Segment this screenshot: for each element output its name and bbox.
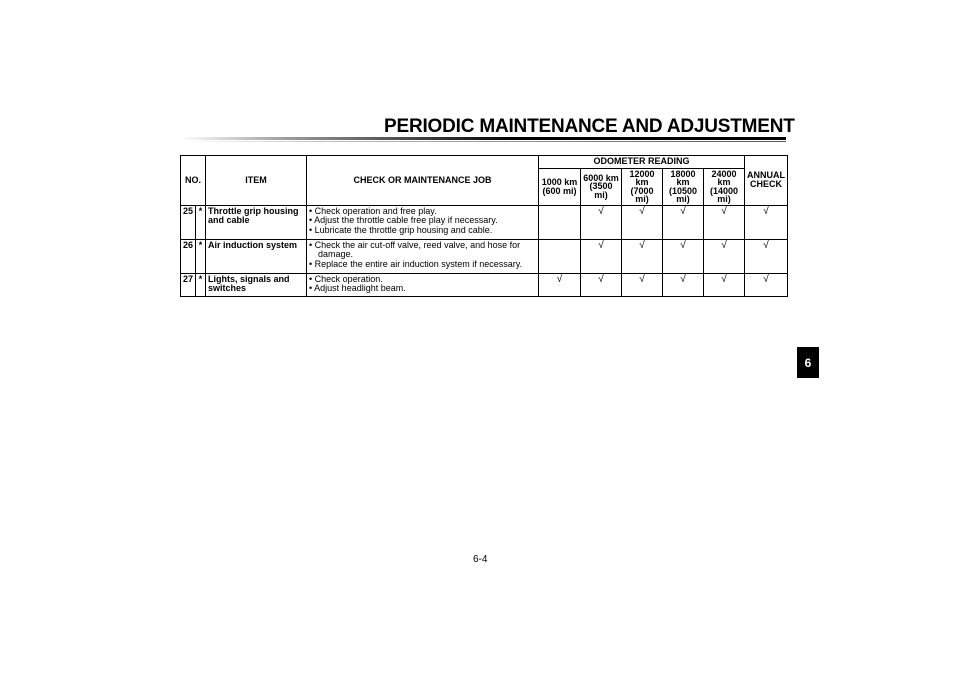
- job-line: • Check operation and free play.: [309, 205, 437, 216]
- check-mark: [539, 205, 581, 239]
- check-mark: √: [581, 273, 622, 296]
- job-line: • Check the air cut-off valve, reed valve, and hose for: [309, 239, 521, 250]
- row-star: *: [196, 273, 206, 296]
- check-mark: √: [704, 239, 745, 273]
- check-mark: √: [622, 273, 663, 296]
- job-line: • Lubricate the throttle grip housing and cable.: [309, 224, 493, 235]
- page-number: 6-4: [473, 554, 488, 565]
- check-mark: √: [704, 205, 745, 239]
- row-job: [307, 205, 539, 239]
- check-mark: √: [622, 239, 663, 273]
- check-mark: √: [663, 239, 704, 273]
- table-row: [181, 239, 788, 273]
- check-mark: √: [704, 273, 745, 296]
- table-row: [181, 205, 788, 239]
- row-number: 25: [181, 205, 196, 239]
- row-item: Air induction system: [206, 239, 307, 273]
- check-mark: √: [745, 239, 788, 273]
- header-no: NO.: [181, 156, 206, 206]
- odometer-col-2: 6000 km (3500 mi): [581, 168, 622, 205]
- check-mark: √: [622, 205, 663, 239]
- row-number: 27: [181, 273, 196, 296]
- header-annual: ANNUAL CHECK: [745, 156, 788, 206]
- odometer-col-4: 18000 km (10500 mi): [663, 168, 704, 205]
- row-job: [307, 273, 539, 296]
- odometer-col-3: 12000 km (7000 mi): [622, 168, 663, 205]
- title-rule: [180, 137, 786, 140]
- table-row: [181, 273, 788, 296]
- check-mark: √: [539, 273, 581, 296]
- check-mark: √: [745, 273, 788, 296]
- row-number: 26: [181, 239, 196, 273]
- odometer-col-5: 24000 km (14000 mi): [704, 168, 745, 205]
- job-line: • Replace the entire air induction system if necessary.: [309, 258, 523, 269]
- chapter-tab: 6: [797, 347, 819, 378]
- job-line: • Adjust the throttle cable free play if necessary.: [309, 215, 498, 225]
- row-star: *: [196, 239, 206, 273]
- check-mark: √: [663, 205, 704, 239]
- check-mark: √: [581, 205, 622, 239]
- row-star: *: [196, 205, 206, 239]
- odometer-col-1: 1000 km (600 mi): [539, 168, 581, 205]
- maintenance-table: [180, 155, 788, 297]
- job-line: • Adjust headlight beam.: [309, 283, 406, 293]
- check-mark: √: [581, 239, 622, 273]
- row-job: [307, 239, 539, 273]
- page-title: PERIODIC MAINTENANCE AND ADJUSTMENT: [384, 116, 795, 137]
- header-odometer: ODOMETER READING: [539, 156, 745, 169]
- header-item: ITEM: [206, 156, 307, 206]
- header-row: [181, 156, 788, 169]
- job-line: • Check operation.: [309, 273, 383, 284]
- row-item: Throttle grip housing and cable: [206, 205, 307, 239]
- header-job: CHECK OR MAINTENANCE JOB: [307, 156, 539, 206]
- job-line: damage.: [318, 249, 354, 259]
- title-rule-thin: [180, 141, 786, 142]
- check-mark: √: [663, 273, 704, 296]
- row-item: Lights, signals and switches: [206, 273, 307, 296]
- check-mark: √: [745, 205, 788, 239]
- check-mark: [539, 239, 581, 273]
